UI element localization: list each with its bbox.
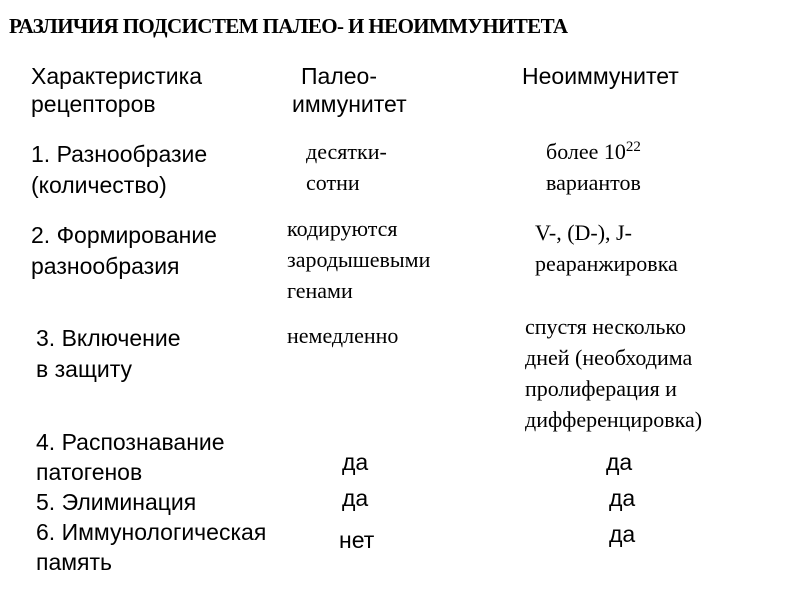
row-memory-label: память bbox=[36, 549, 113, 575]
row-recognition-label: патогенов bbox=[36, 459, 143, 485]
row-label-line: в защиту bbox=[36, 356, 133, 382]
cell-line: дней (необходима bbox=[525, 345, 693, 370]
value-prefix: более 10 bbox=[546, 139, 626, 164]
cell-line bbox=[546, 136, 641, 167]
row-inclusion-paleo: немедленно bbox=[287, 323, 399, 348]
row-elimination-label: 5. Элиминация bbox=[36, 489, 197, 515]
cell-line: дифференцировка) bbox=[525, 407, 703, 432]
row-recognition-neo: да bbox=[606, 449, 633, 475]
exponent: 22 bbox=[625, 139, 641, 155]
row-label-line: разнообразия bbox=[31, 253, 180, 279]
row-elimination-paleo: да bbox=[342, 485, 369, 511]
cell-line: пролиферация и bbox=[525, 376, 677, 401]
header-characteristic-line: рецепторов bbox=[31, 91, 156, 117]
row-diversity-paleo bbox=[306, 136, 387, 198]
row-diversity-label bbox=[31, 139, 207, 201]
cell-line: вариантов bbox=[546, 170, 641, 195]
row-label-line: 1. Разнообразие bbox=[31, 141, 208, 167]
row-memory-label: 6. Иммунологическая bbox=[36, 519, 267, 545]
header-characteristic bbox=[31, 62, 202, 118]
row-recognition-paleo: да bbox=[342, 449, 369, 475]
row-label-line: 3. Включение bbox=[36, 325, 181, 351]
header-paleo-line: иммунитет bbox=[292, 91, 407, 117]
header-characteristic-line: Характеристика bbox=[31, 63, 202, 89]
row-diversity-neo bbox=[546, 136, 641, 198]
page-title: РАЗЛИЧИЯ ПОДСИСТЕМ ПАЛЕО- И НЕОИММУНИТЕТА bbox=[9, 14, 568, 38]
row-memory-neo: да bbox=[609, 521, 636, 547]
header-neo: Неоиммунитет bbox=[522, 63, 679, 89]
row-label-line: 2. Формирование bbox=[31, 222, 217, 248]
row-formation-paleo bbox=[287, 213, 430, 306]
row-label-line: (количество) bbox=[31, 172, 167, 198]
row-inclusion-label bbox=[36, 323, 181, 385]
cell-line: сотни bbox=[306, 170, 360, 195]
row-formation-label bbox=[31, 220, 217, 282]
row-recognition-label: 4. Распознавание bbox=[36, 429, 225, 455]
header-paleo-line: Палео- bbox=[301, 63, 377, 89]
cell-line: реаранжировка bbox=[535, 251, 678, 276]
row-formation-neo bbox=[535, 217, 678, 279]
cell-line: спустя несколько bbox=[525, 314, 686, 339]
cell-line: генами bbox=[287, 278, 353, 303]
row-memory-paleo: нет bbox=[339, 527, 375, 553]
row-elimination-neo: да bbox=[609, 485, 636, 511]
cell-line: десятки- bbox=[306, 139, 387, 164]
cell-line: кодируются bbox=[287, 216, 398, 241]
rows-456-labels bbox=[36, 427, 266, 577]
cell-line: зародышевыми bbox=[287, 247, 431, 272]
row-inclusion-neo bbox=[525, 311, 702, 435]
header-paleo bbox=[292, 62, 407, 118]
cell-line: V-, (D-), J- bbox=[535, 220, 632, 245]
